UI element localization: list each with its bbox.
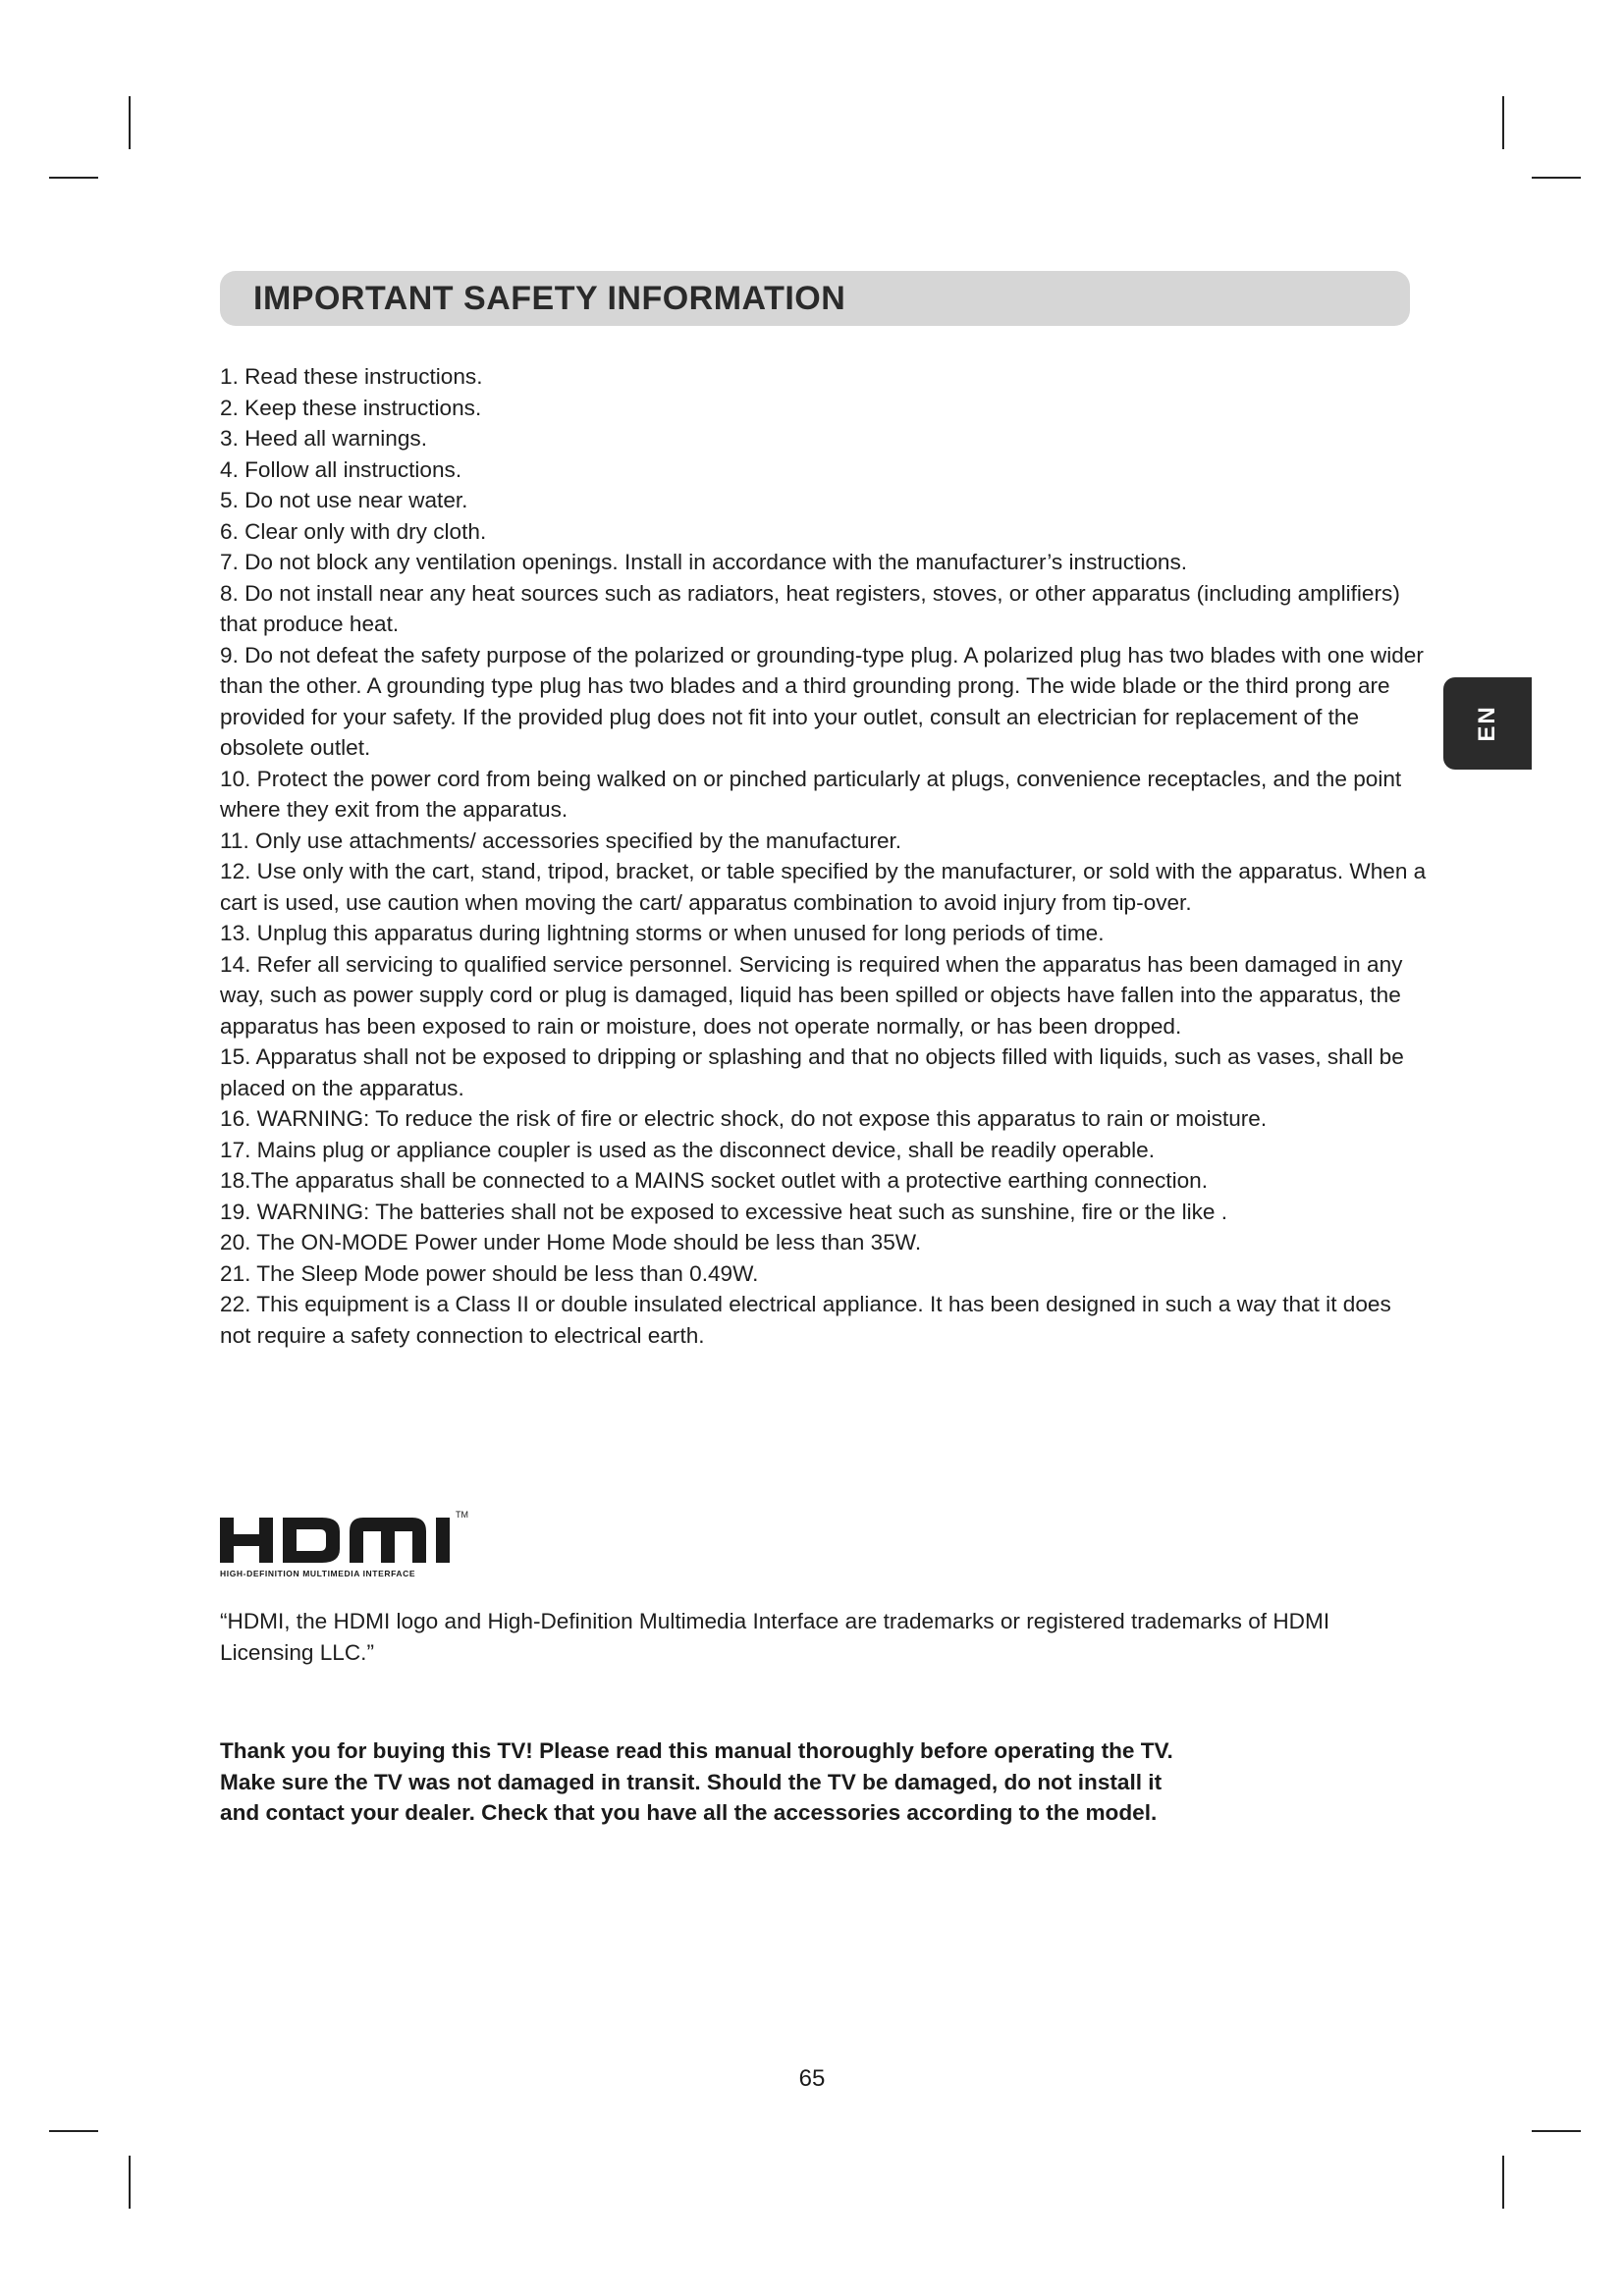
thank-you-line: Make sure the TV was not damaged in transit. Should the TV be damaged, do not install it bbox=[220, 1769, 1163, 1794]
crop-mark bbox=[1502, 2156, 1504, 2209]
list-item: 2. Keep these instructions. bbox=[220, 395, 482, 420]
crop-mark bbox=[1502, 96, 1504, 149]
crop-mark bbox=[49, 2130, 98, 2132]
list-item: 19. WARNING: The batteries shall not be exposed to excessive heat such as sunshine, fire or the like . bbox=[220, 1199, 1228, 1224]
list-item: 9. Do not defeat the safety purpose of the polarized or grounding-type plug. A polarized plug has two blades with one wider than the other. A grounding type plug has two blades and a third grounding prong. The wide blade or the third prong are provided for your safety. If the provided plug does not fit into your outlet, consult an electrician for replacement of the obsolete outlet. bbox=[220, 642, 1424, 760]
list-item: 7. Do not block any ventilation openings. Install in accordance with the manufacturer’s instructions. bbox=[220, 550, 1188, 574]
list-item: 8. Do not install near any heat sources such as radiators, heat registers, stoves, or other apparatus (including amplifiers) that produce heat. bbox=[220, 580, 1400, 636]
hdmi-trademark-text: “HDMI, the HDMI logo and High-Definition Multimedia Interface are trademarks or registered trademarks of HDMI Licensing LLC.” bbox=[220, 1609, 1330, 1665]
crop-mark bbox=[129, 2156, 131, 2209]
crop-mark bbox=[1532, 2130, 1581, 2132]
list-item: 11. Only use attachments/ accessories specified by the manufacturer. bbox=[220, 828, 902, 853]
list-item: 21. The Sleep Mode power should be less than 0.49W. bbox=[220, 1260, 759, 1286]
hdmi-logo bbox=[218, 1510, 501, 1578]
list-item: 22. This equipment is a Class II or double insulated electrical appliance. It has been designed in such a way that it does not require a safety connection to electrical earth. bbox=[220, 1292, 1391, 1348]
list-item: 20. The ON-MODE Power under Home Mode should be less than 35W. bbox=[220, 1230, 922, 1255]
list-item: 12. Use only with the cart, stand, tripod, bracket, or table specified by the manufacturer, or sold with the apparatus. When a cart is used, use caution when moving the cart/ apparatus combination to avoid injury from tip-over. bbox=[220, 859, 1427, 915]
language-tab bbox=[1443, 677, 1532, 770]
hdmi-logo-tm: TM bbox=[456, 1510, 468, 1520]
thank-you-line: and contact your dealer. Check that you have all the accessories according to the model. bbox=[220, 1800, 1158, 1825]
list-item: 17. Mains plug or appliance coupler is used as the disconnect device, shall be readily operable. bbox=[220, 1137, 1156, 1162]
list-item: 14. Refer all servicing to qualified service personnel. Servicing is required when the apparatus has been damaged in any way, such as power supply cord or plug is damaged, liquid has been spilled or objects have fallen into the apparatus, the apparatus has been exposed to rain or moisture, does not operate normally, or has been dropped. bbox=[220, 951, 1403, 1039]
safety-instructions-list bbox=[220, 361, 1428, 1351]
crop-mark bbox=[49, 177, 98, 179]
list-item: 1. Read these instructions. bbox=[220, 364, 483, 389]
list-item: 6. Clear only with dry cloth. bbox=[220, 518, 487, 544]
list-item: 15. Apparatus shall not be exposed to dripping or splashing and that no objects filled with liquids, such as vases, shall be placed on the apparatus. bbox=[220, 1044, 1404, 1100]
thank-you-notice bbox=[220, 1735, 1428, 1829]
thank-you-line: Thank you for buying this TV! Please read this manual thoroughly before operating the TV. bbox=[220, 1738, 1173, 1763]
page-title: IMPORTANT SAFETY INFORMATION bbox=[253, 280, 846, 317]
language-tab-label: EN bbox=[1474, 705, 1500, 742]
list-item: 18.The apparatus shall be connected to a MAINS socket outlet with a protective earthing connection. bbox=[220, 1168, 1209, 1193]
list-item: 13. Unplug this apparatus during lightning storms or when unused for long periods of time. bbox=[220, 921, 1105, 945]
list-item: 5. Do not use near water. bbox=[220, 488, 468, 512]
list-item: 4. Follow all instructions. bbox=[220, 456, 462, 482]
list-item: 3. Heed all warnings. bbox=[220, 426, 427, 451]
crop-mark bbox=[129, 96, 131, 149]
section-header bbox=[220, 271, 1410, 326]
crop-mark bbox=[1532, 177, 1581, 179]
list-item: 16. WARNING: To reduce the risk of fire or electric shock, do not expose this apparatus to rain or moisture. bbox=[220, 1106, 1268, 1131]
page-number: 65 bbox=[798, 2065, 826, 2092]
hdmi-logo-tagline: HIGH-DEFINITION MULTIMEDIA INTERFACE bbox=[220, 1569, 416, 1578]
list-item: 10. Protect the power cord from being walked on or pinched particularly at plugs, convenience receptacles, and the point where they exit from the apparatus. bbox=[220, 766, 1402, 822]
